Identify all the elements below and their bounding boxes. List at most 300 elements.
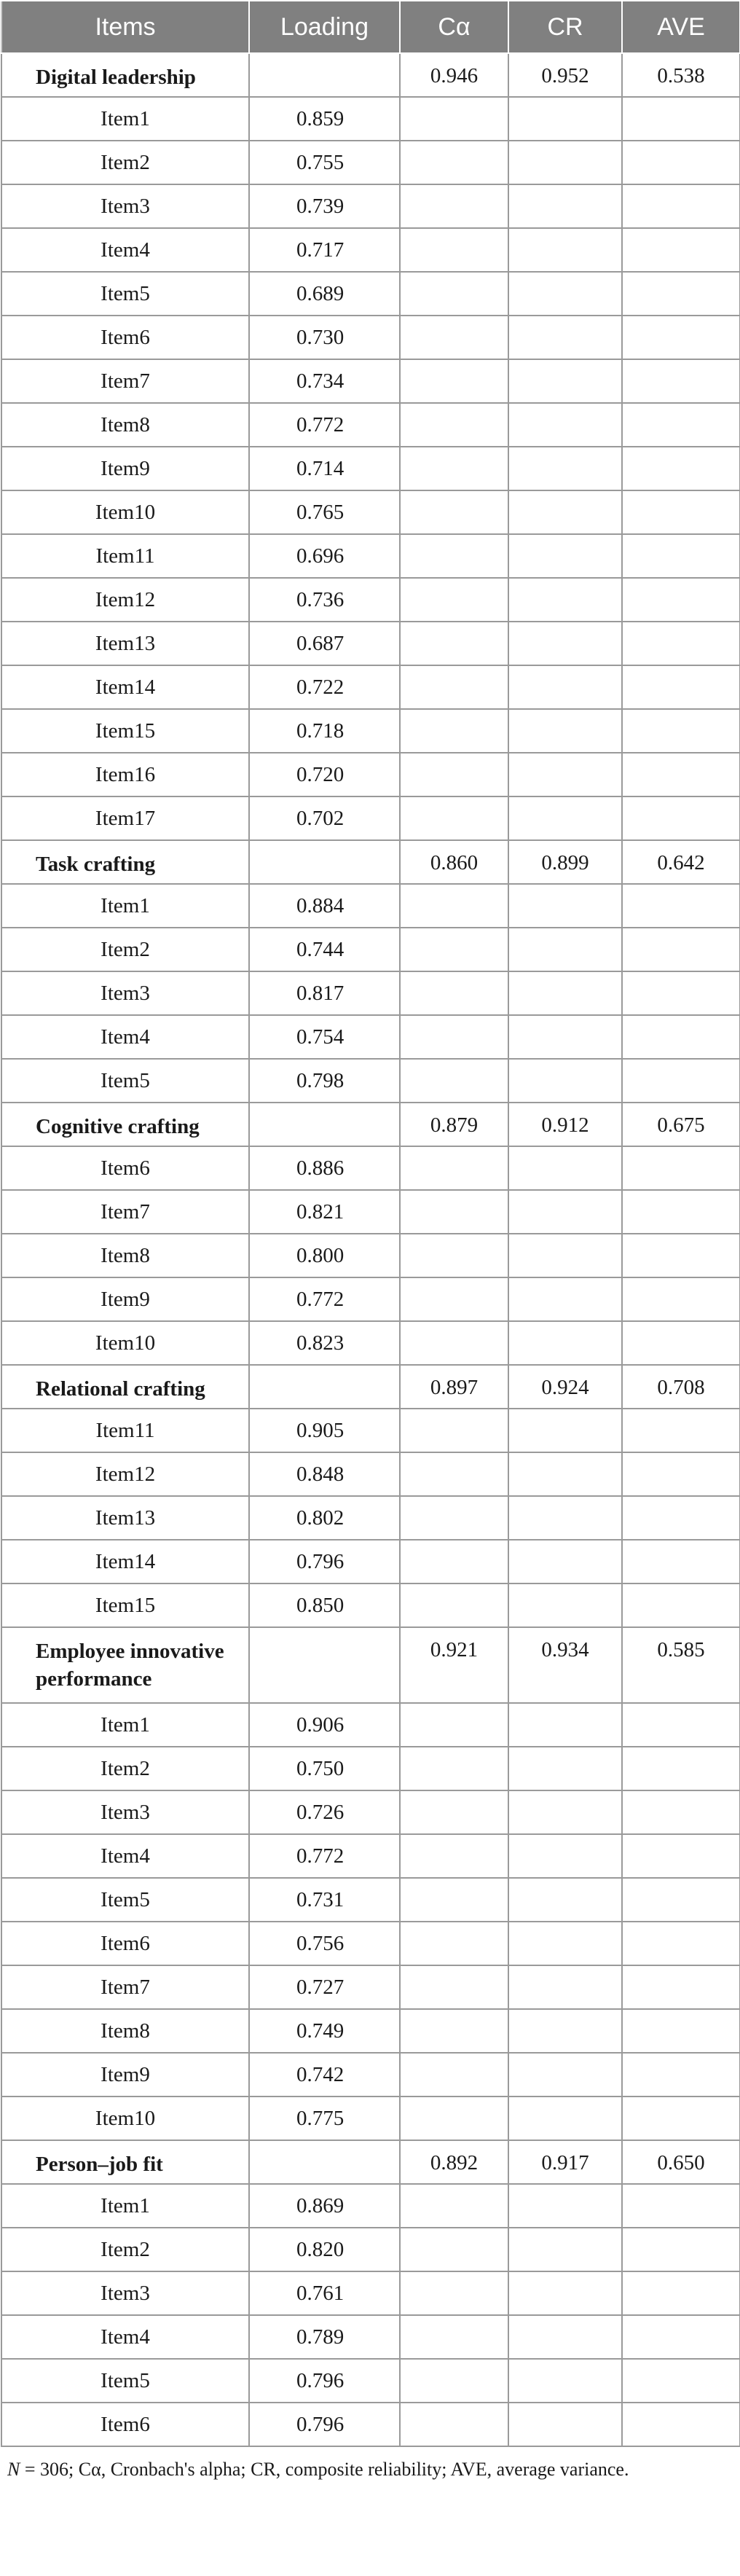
group-loading [249,1103,400,1146]
item-ave [622,534,740,578]
item-ave [622,2403,740,2446]
item-cr [508,403,622,447]
table-row [1,665,740,709]
item-calpha [400,2009,508,2053]
item-cr [508,228,622,272]
item-loading: 0.726 [249,1790,400,1834]
item-cr [508,359,622,403]
item-name: Item11 [1,534,249,578]
item-name: Item7 [1,1965,249,2009]
header-ave: AVE [622,1,740,53]
item-calpha [400,2271,508,2315]
item-name: Item3 [1,971,249,1015]
group-ave: 0.708 [622,1365,740,1409]
item-name: Item3 [1,1790,249,1834]
item-calpha [400,97,508,141]
item-ave [622,1922,740,1965]
item-name: Item4 [1,228,249,272]
item-loading: 0.796 [249,2359,400,2403]
item-cr [508,971,622,1015]
item-loading: 0.859 [249,97,400,141]
item-ave [622,184,740,228]
item-name: Item12 [1,578,249,622]
item-cr [508,1409,622,1452]
header-loading: Loading [249,1,400,53]
table-row [1,622,740,665]
table-row [1,2359,740,2403]
item-name: Item8 [1,1234,249,1277]
item-loading: 0.702 [249,796,400,840]
item-loading: 0.821 [249,1190,400,1234]
item-ave [622,2315,740,2359]
group-name: Cognitive crafting [1,1103,249,1146]
item-ave [622,1321,740,1365]
table-row [1,2097,740,2140]
item-ave [622,1747,740,1790]
group-calpha: 0.946 [400,53,508,97]
table-note [7,2459,740,2481]
item-loading: 0.802 [249,1496,400,1540]
item-loading: 0.820 [249,2228,400,2271]
item-cr [508,622,622,665]
item-ave [622,359,740,403]
item-name: Item5 [1,2359,249,2403]
item-cr [508,884,622,928]
item-name: Item2 [1,141,249,184]
note-text: = 306; Cα, Cronbach's alpha; CR, composite reliability; AVE, average variance. [20,2459,629,2480]
item-loading: 0.756 [249,1922,400,1965]
item-calpha [400,622,508,665]
item-cr [508,2315,622,2359]
item-loading: 0.906 [249,1703,400,1747]
table-row [1,534,740,578]
table-row [1,1234,740,1277]
item-loading: 0.800 [249,1234,400,1277]
group-calpha: 0.860 [400,840,508,884]
table-row [1,403,740,447]
reliability-table [1,0,740,2447]
item-loading: 0.727 [249,1965,400,2009]
item-cr [508,184,622,228]
item-calpha [400,753,508,796]
item-calpha [400,1321,508,1365]
item-name: Item17 [1,796,249,840]
item-calpha [400,2228,508,2271]
item-calpha [400,578,508,622]
item-cr [508,1146,622,1190]
item-loading: 0.696 [249,534,400,578]
item-ave [622,2184,740,2228]
table-row [1,2271,740,2315]
header-items: Items [1,1,249,53]
table-row [1,228,740,272]
group-loading [249,2140,400,2184]
item-name: Item13 [1,622,249,665]
item-name: Item12 [1,1452,249,1496]
group-name: Digital leadership [1,53,249,97]
item-loading: 0.722 [249,665,400,709]
table-row [1,2228,740,2271]
item-calpha [400,447,508,490]
item-calpha [400,796,508,840]
item-ave [622,753,740,796]
item-ave [622,2097,740,2140]
item-calpha [400,272,508,316]
item-calpha [400,1747,508,1790]
item-ave [622,971,740,1015]
item-cr [508,1703,622,1747]
item-name: Item10 [1,1321,249,1365]
item-cr [508,928,622,971]
table-row [1,359,740,403]
item-name: Item2 [1,1747,249,1790]
item-calpha [400,2097,508,2140]
item-calpha [400,1965,508,2009]
item-ave [622,141,740,184]
table-row [1,884,740,928]
item-ave [622,1409,740,1452]
table-row [1,1878,740,1922]
group-calpha: 0.921 [400,1627,508,1703]
table-row [1,2403,740,2446]
item-loading: 0.884 [249,884,400,928]
item-ave [622,2009,740,2053]
item-calpha [400,665,508,709]
item-cr [508,1834,622,1878]
group-row [1,53,740,97]
item-cr [508,97,622,141]
item-cr [508,2053,622,2097]
item-name: Item1 [1,97,249,141]
item-ave [622,447,740,490]
group-loading [249,1365,400,1409]
item-loading: 0.755 [249,141,400,184]
item-ave [622,1878,740,1922]
table-row [1,2053,740,2097]
table-row [1,184,740,228]
item-ave [622,578,740,622]
item-ave [622,1146,740,1190]
table-row [1,1452,740,1496]
item-loading: 0.717 [249,228,400,272]
item-loading: 0.749 [249,2009,400,2053]
item-ave [622,403,740,447]
item-calpha [400,1878,508,1922]
table-row [1,1922,740,1965]
header-cr: CR [508,1,622,53]
item-loading: 0.689 [249,272,400,316]
item-loading: 0.905 [249,1409,400,1452]
item-ave [622,2228,740,2271]
item-cr [508,665,622,709]
item-cr [508,272,622,316]
item-loading: 0.742 [249,2053,400,2097]
item-name: Item9 [1,447,249,490]
item-cr [508,1277,622,1321]
table-row [1,1965,740,2009]
item-cr [508,1583,622,1627]
item-ave [622,228,740,272]
item-cr [508,1234,622,1277]
item-calpha [400,1496,508,1540]
item-ave [622,1790,740,1834]
item-cr [508,490,622,534]
item-loading: 0.714 [249,447,400,490]
group-cr: 0.917 [508,2140,622,2184]
group-calpha: 0.897 [400,1365,508,1409]
table-row [1,578,740,622]
item-calpha [400,316,508,359]
item-name: Item6 [1,1146,249,1190]
item-loading: 0.734 [249,359,400,403]
item-ave [622,1540,740,1583]
item-cr [508,578,622,622]
item-calpha [400,228,508,272]
item-loading: 0.744 [249,928,400,971]
item-calpha [400,709,508,753]
item-name: Item14 [1,1540,249,1583]
item-name: Item9 [1,2053,249,2097]
group-loading [249,1627,400,1703]
group-cr: 0.924 [508,1365,622,1409]
item-ave [622,1015,740,1059]
item-cr [508,141,622,184]
table-row [1,1496,740,1540]
item-name: Item15 [1,1583,249,1627]
item-cr [508,796,622,840]
item-name: Item15 [1,709,249,753]
item-ave [622,2359,740,2403]
item-loading: 0.798 [249,1059,400,1103]
item-cr [508,316,622,359]
item-calpha [400,1277,508,1321]
item-ave [622,1190,740,1234]
item-name: Item4 [1,1834,249,1878]
group-cr: 0.952 [508,53,622,97]
item-loading: 0.817 [249,971,400,1015]
item-loading: 0.761 [249,2271,400,2315]
item-name: Item5 [1,1059,249,1103]
item-name: Item5 [1,1878,249,1922]
group-ave: 0.585 [622,1627,740,1703]
item-ave [622,1965,740,2009]
group-loading [249,840,400,884]
item-calpha [400,1583,508,1627]
group-ave: 0.538 [622,53,740,97]
group-row [1,1103,740,1146]
table-row [1,1540,740,1583]
item-name: Item10 [1,2097,249,2140]
item-calpha [400,2403,508,2446]
item-name: Item5 [1,272,249,316]
item-name: Item11 [1,1409,249,1452]
item-calpha [400,1059,508,1103]
item-calpha [400,928,508,971]
group-cr: 0.912 [508,1103,622,1146]
item-calpha [400,2184,508,2228]
item-name: Item7 [1,1190,249,1234]
item-ave [622,1277,740,1321]
item-loading: 0.886 [249,1146,400,1190]
item-name: Item10 [1,490,249,534]
item-cr [508,1452,622,1496]
group-name: Relational crafting [1,1365,249,1409]
item-loading: 0.754 [249,1015,400,1059]
item-cr [508,1321,622,1365]
item-name: Item1 [1,2184,249,2228]
item-cr [508,1790,622,1834]
item-loading: 0.720 [249,753,400,796]
table-row [1,272,740,316]
item-name: Item9 [1,1277,249,1321]
header-row [1,1,740,53]
item-name: Item8 [1,2009,249,2053]
item-ave [622,709,740,753]
item-ave [622,1583,740,1627]
item-calpha [400,1452,508,1496]
item-calpha [400,1234,508,1277]
item-calpha [400,359,508,403]
item-name: Item1 [1,884,249,928]
item-loading: 0.789 [249,2315,400,2359]
item-loading: 0.772 [249,403,400,447]
item-cr [508,2184,622,2228]
table-row [1,971,740,1015]
item-cr [508,1922,622,1965]
group-calpha: 0.892 [400,2140,508,2184]
item-cr [508,1965,622,2009]
table-row [1,316,740,359]
item-loading: 0.750 [249,1747,400,1790]
table-row [1,1747,740,1790]
group-ave: 0.642 [622,840,740,884]
item-ave [622,884,740,928]
item-calpha [400,2315,508,2359]
item-loading: 0.736 [249,578,400,622]
item-calpha [400,1540,508,1583]
item-name: Item2 [1,2228,249,2271]
table-row [1,1146,740,1190]
item-loading: 0.772 [249,1834,400,1878]
group-cr: 0.899 [508,840,622,884]
item-ave [622,1496,740,1540]
item-loading: 0.775 [249,2097,400,2140]
table-row [1,1277,740,1321]
group-row [1,1627,740,1703]
item-calpha [400,1190,508,1234]
item-cr [508,2009,622,2053]
item-calpha [400,141,508,184]
item-calpha [400,1015,508,1059]
item-calpha [400,1409,508,1452]
item-ave [622,2271,740,2315]
table-row [1,1409,740,1452]
item-calpha [400,2053,508,2097]
item-loading: 0.772 [249,1277,400,1321]
item-loading: 0.730 [249,316,400,359]
item-loading: 0.765 [249,490,400,534]
item-ave [622,272,740,316]
item-calpha [400,184,508,228]
item-calpha [400,1703,508,1747]
item-ave [622,2053,740,2097]
table-row [1,1321,740,1365]
item-calpha [400,2359,508,2403]
item-loading: 0.739 [249,184,400,228]
item-name: Item13 [1,1496,249,1540]
item-calpha [400,971,508,1015]
item-calpha [400,1146,508,1190]
table-row [1,753,740,796]
item-cr [508,2097,622,2140]
item-cr [508,1015,622,1059]
item-name: Item14 [1,665,249,709]
table-row [1,796,740,840]
item-cr [508,2359,622,2403]
table-row [1,447,740,490]
item-calpha [400,1922,508,1965]
item-name: Item3 [1,2271,249,2315]
table-row [1,2009,740,2053]
table-row [1,1015,740,1059]
table-row [1,1703,740,1747]
item-name: Item4 [1,1015,249,1059]
item-cr [508,753,622,796]
table-body [1,53,740,2446]
group-row [1,840,740,884]
item-ave [622,1834,740,1878]
table-row [1,490,740,534]
table-row [1,928,740,971]
table-row [1,141,740,184]
table-row [1,1790,740,1834]
item-loading: 0.796 [249,1540,400,1583]
group-loading [249,53,400,97]
item-ave [622,665,740,709]
table-row [1,97,740,141]
group-name: Person–job fit [1,2140,249,2184]
table-header [1,1,740,53]
item-name: Item16 [1,753,249,796]
item-ave [622,622,740,665]
item-ave [622,316,740,359]
group-ave: 0.650 [622,2140,740,2184]
item-name: Item6 [1,316,249,359]
item-ave [622,796,740,840]
item-cr [508,2271,622,2315]
item-calpha [400,1834,508,1878]
item-loading: 0.823 [249,1321,400,1365]
table-row [1,2315,740,2359]
item-loading: 0.850 [249,1583,400,1627]
item-loading: 0.687 [249,622,400,665]
item-loading: 0.731 [249,1878,400,1922]
item-cr [508,1878,622,1922]
item-cr [508,1059,622,1103]
item-loading: 0.796 [249,2403,400,2446]
item-name: Item6 [1,2403,249,2446]
item-cr [508,1747,622,1790]
item-cr [508,447,622,490]
item-ave [622,490,740,534]
note-n-label: N [7,2459,20,2480]
header-calpha: Cα [400,1,508,53]
item-ave [622,1234,740,1277]
item-cr [508,1496,622,1540]
group-name: Task crafting [1,840,249,884]
item-loading: 0.718 [249,709,400,753]
item-calpha [400,1790,508,1834]
